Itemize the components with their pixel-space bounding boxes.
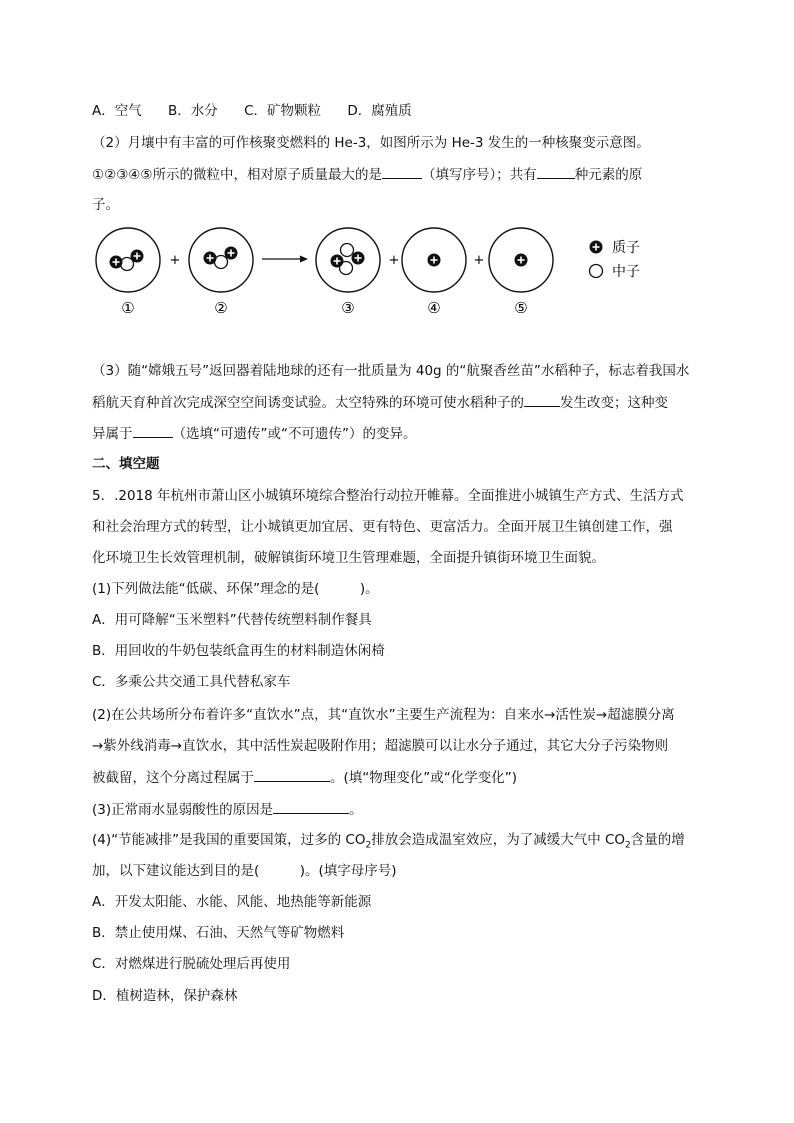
q4-part2-line2: ①②③④⑤所示的微粒中，相对原子质量最大的是 （填写序号）；共有 种元素的原 xyxy=(92,164,642,185)
option-d: D．腐殖质 xyxy=(347,103,412,119)
section-heading: 二、填空题 xyxy=(92,456,160,472)
q5-sub2-line3: 被截留，这个分离过程属于 。(填“物理变化”或“化学变化”) xyxy=(92,767,517,788)
q5-sub4-line1: (4)“节能减排”是我国的重要国策，过多的 $CO_2$排放会造成温室效应，为了减缓大气中 $CO_2$含量的增 xyxy=(92,832,685,851)
q4-part3-line1: （3）随“嫦娥五号”返回器着陆地球的还有一批质量为 40g 的“航聚香丝苗”水稻种子，标志着我国水 xyxy=(92,363,690,379)
q5-sub1-option-c: C．多乘公共交通工具代替私家车 xyxy=(92,674,291,690)
answer-blank-6[interactable] xyxy=(273,799,349,814)
label-2: ② xyxy=(214,299,228,317)
label-5: ⑤ xyxy=(514,299,528,317)
legend-neutron-label: 中子 xyxy=(612,264,640,280)
q5-sub2-line2: →紫外线消毒→直饮水，其中活性炭起吸附作用；超滤膜可以让水分子通过，其它大分子污染物则 xyxy=(92,738,669,754)
fusion-diagram xyxy=(0,0,794,330)
q5-sub4-option-a: A．开发太阳能、水能、风能、地热能等新能源 xyxy=(92,894,372,910)
particle-4 xyxy=(402,228,466,292)
q5-sub1-option-b: B．用回收的牛奶包装纸盒再生的材料制造休闲椅 xyxy=(92,643,385,659)
label-3: ③ xyxy=(341,299,355,317)
q4-part3-line2: 稻航天育种首次完成深空空间诱变试验。太空特殊的环境可使水稻种子的 发生改变；这种变 xyxy=(92,392,668,413)
option-a: A．空气 xyxy=(92,103,142,119)
q4-part2-line3: 子。 xyxy=(92,197,119,213)
label-1: ① xyxy=(121,299,135,317)
q5-sub4-option-b: B．禁止使用煤、石油、天然气等矿物燃料 xyxy=(92,925,345,941)
q5-line2: 和社会治理方式的转型，让小城镇更加宜居、更有特色、更富活力。全面开展卫生镇创建工作，强 xyxy=(92,519,673,535)
particle-1 xyxy=(96,228,160,292)
legend-proton-label: 质子 xyxy=(612,240,640,256)
q5-sub3: (3)正常雨水显弱酸性的原因是 。 xyxy=(92,799,363,820)
q5-line1: 5．.2018 年杭州市萧山区小城镇环境综合整治行动拉开帷幕。全面推进小城镇生产方式、生活方式 xyxy=(92,488,684,504)
q5-sub1-option-a: A．用可降解“玉米塑料”代替传统塑料制作餐具 xyxy=(92,612,372,628)
q5-sub4-option-d: D．植树造林，保护森林 xyxy=(92,988,238,1004)
option-c: C．矿物颗粒 xyxy=(244,103,322,119)
plus-1: + xyxy=(169,253,181,268)
label-4: ④ xyxy=(427,299,441,317)
answer-blank-3[interactable] xyxy=(524,392,560,407)
q5-sub4-line2: 加，以下建议能达到目的是( )。(填字母序号) xyxy=(92,863,397,879)
reaction-arrow xyxy=(262,256,308,263)
q5-line3: 化环境卫生长效管理机制，破解镇街环境卫生管理难题，全面提升镇街环境卫生面貌。 xyxy=(92,550,605,566)
plus-3: + xyxy=(473,253,485,268)
particle-2 xyxy=(189,228,253,292)
answer-blank-4[interactable] xyxy=(133,423,173,438)
q4-part3-line3: 异属于 （选填“可遗传”或“不可遗传”）的变异。 xyxy=(92,423,416,444)
q4-part2-line1: （2）月壤中有丰富的可作核聚变燃料的 He-3，如图所示为 He-3 发生的一种核聚变示意图。 xyxy=(92,135,650,151)
subscript-2: 2 xyxy=(365,840,372,851)
option-b: B．水分 xyxy=(168,103,218,119)
q5-sub2-line1: (2)在公共场所分布着许多“直饮水”点，其“直饮水”主要生产流程为：自来水→活性炭→超滤膜分离 xyxy=(92,707,675,723)
answer-blank-5[interactable] xyxy=(254,767,330,782)
subscript-2b: 2 xyxy=(625,840,631,851)
plus-2: + xyxy=(388,253,400,268)
particle-3 xyxy=(316,228,380,292)
q5-sub4-option-c: C．对燃煤进行脱硫处理后再使用 xyxy=(92,956,291,972)
particle-5 xyxy=(489,228,553,292)
legend xyxy=(590,240,641,280)
q5-sub1: (1)下列做法能“低碳、环保”理念的是( )。 xyxy=(92,581,379,597)
